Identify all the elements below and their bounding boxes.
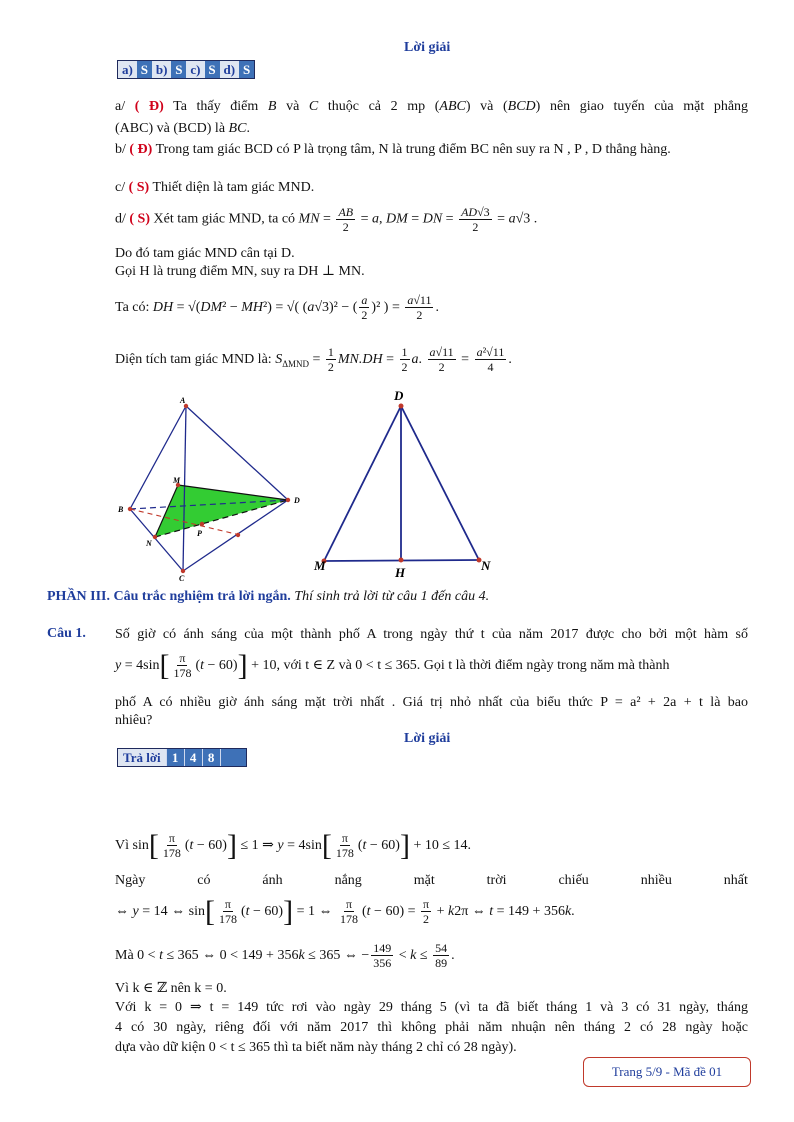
part-d-text: d/ ( S) Xét tam giác MND, ta có MN = $\frac{AB}{2}$ = a, DM = DN = $\frac{AD√3}{2}$ = a√3 . — [115, 205, 538, 234]
answer-label-a: a) — [118, 61, 137, 78]
label-H2: H — [395, 565, 406, 580]
answer-digit-2: 4 — [184, 749, 202, 766]
label-B: B — [118, 505, 124, 514]
part3-heading: PHẦN III. Câu trắc nghiệm trả lời ngắn. Thí sinh trả lời từ câu 1 đến câu 4. — [47, 589, 490, 604]
part-b-text: b/ ( Đ) Trong tam giác BCD có P là trọng tâm, N là trung điểm BC nên suy ra N , P , D thẳng hàng. — [115, 142, 671, 157]
answer-value-c: S — [205, 61, 220, 78]
answer-label-d: d) — [220, 61, 240, 78]
page-footer: Trang 5/9 - Mã đề 01 — [583, 1057, 751, 1087]
label-C: C — [179, 574, 185, 583]
tetrahedron-figure — [110, 392, 310, 584]
question-1-formula: y = 4sin[ $\frac{\pi}{178}$ (t − 60)] + 10, với t ∈ Z và 0 < t ≤ 365. Gọi t là thời điểm ngày trong năm mà thành — [115, 648, 670, 682]
solution-line-1: Vì sin[ $\frac{\pi}{178}$ (t − 60)] ≤ 1 ⇒ y = 4sin[ $\frac{\pi}{178}$ (t − 60)] + 10 ≤ 14. — [115, 828, 472, 862]
answer-label-b: b) — [152, 61, 172, 78]
label-N: N — [146, 539, 152, 548]
solution-line-3: ⇔ y = 14 ⇔ sin[ $\frac{\pi}{178}$ (t − 60)] = 1 ⇔ $\frac{\pi}{178}$ (t − 60) = $\frac{\pi}{2}$ + k2π ⇔ t = 149 + 356k. — [115, 894, 575, 928]
solution-title: Lời giải — [404, 40, 451, 55]
answer-label-c: c) — [186, 61, 204, 78]
solution-title-2: Lời giải — [404, 731, 451, 746]
label-D: D — [294, 496, 300, 505]
answer-digit-3: 8 — [202, 749, 220, 766]
solution-line-5: Vì k ∈ ℤ nên k = 0. — [115, 981, 227, 996]
label-A: A — [180, 396, 186, 405]
solution-line-8: dựa vào dữ kiện 0 < t ≤ 365 thì ta biết năm này tháng 2 chỉ có 28 ngày). — [115, 1040, 517, 1055]
isosceles-line: Do đó tam giác MND cân tại D. — [115, 246, 295, 261]
solution-line-4: Mà 0 < t ≤ 365 ⇔ 0 < 149 + 356k ≤ 365 ⇔ − $\frac{149}{356}$ < k ≤ $\frac{54}{89}$ . — [115, 941, 455, 971]
solution-line-7: 4 có 30 ngày, riêng đối với năm 2017 thì không phải năm nhuận nên tháng 2 có 28 ngày hoặc — [115, 1020, 748, 1035]
answer-empty-cell — [220, 749, 246, 766]
answer-value-d: S — [239, 61, 254, 78]
label-M: M — [173, 476, 181, 485]
true-false-answer-box — [117, 60, 255, 79]
part-a-line1: a/ ( Đ) Ta thấy điểm B và C thuộc cả 2 mp (ABC) và (BCD) nên giao tuyến của mặt phẳng — [115, 99, 749, 114]
label-P: P — [197, 529, 202, 538]
solution-line-2: Ngày có ánh nắng mặt trời chiếu nhiều nhất — [115, 873, 748, 888]
short-answer-box — [117, 748, 247, 767]
question-1-line3: phố A có nhiều giờ ánh sáng mặt trời nhất . Giá trị nhỏ nhất của biểu thức P = a² + 2a + t là bao — [115, 695, 748, 710]
midpoint-line: Gọi H là trung điểm MN, suy ra DH ⊥ MN. — [115, 264, 365, 279]
label-N2: N — [481, 558, 491, 573]
dh-formula: Ta có: DH = √(DM² − MH²) = √( (a√3)² − ( $\frac{a}{2}$ )² ) = $\frac{a√11}{2}$ . — [115, 293, 439, 323]
triangle-mnd-figure — [310, 388, 500, 582]
part-a-line2: (ABC) và (BCD) là BC. — [115, 121, 250, 136]
area-formula: Diện tích tam giác MND là: $S_{\Delta MND}$ = $\frac{1}{2}$ MN.DH = $\frac{1}{2}$ a. $\frac{a√11}{2}$ = $\frac{\text{a²√11}}{4}$ . — [115, 345, 512, 375]
question-1-line1: Số giờ có ánh sáng của một thành phố A trong ngày thứ t của năm 2017 được cho bởi một hàm số — [115, 627, 748, 642]
part-c-text: c/ ( S) Thiết diện là tam giác MND. — [115, 180, 315, 195]
answer-digit-1: 1 — [166, 749, 184, 766]
label-D2: D — [394, 388, 404, 403]
answer-value-b: S — [171, 61, 186, 78]
solution-line-6: Với k = 0 ⇒ t = 149 tức rơi vào ngày 29 tháng 5 (vì ta đã biết tháng 1 và 3 có 31 ngày, tháng — [115, 1000, 748, 1015]
question-1-line4: nhiêu? — [115, 713, 153, 728]
question-1-label: Câu 1. — [47, 626, 86, 641]
label-M2: M — [314, 558, 326, 573]
answer-value-a: S — [137, 61, 152, 78]
answer-label: Trả lời — [118, 749, 166, 766]
